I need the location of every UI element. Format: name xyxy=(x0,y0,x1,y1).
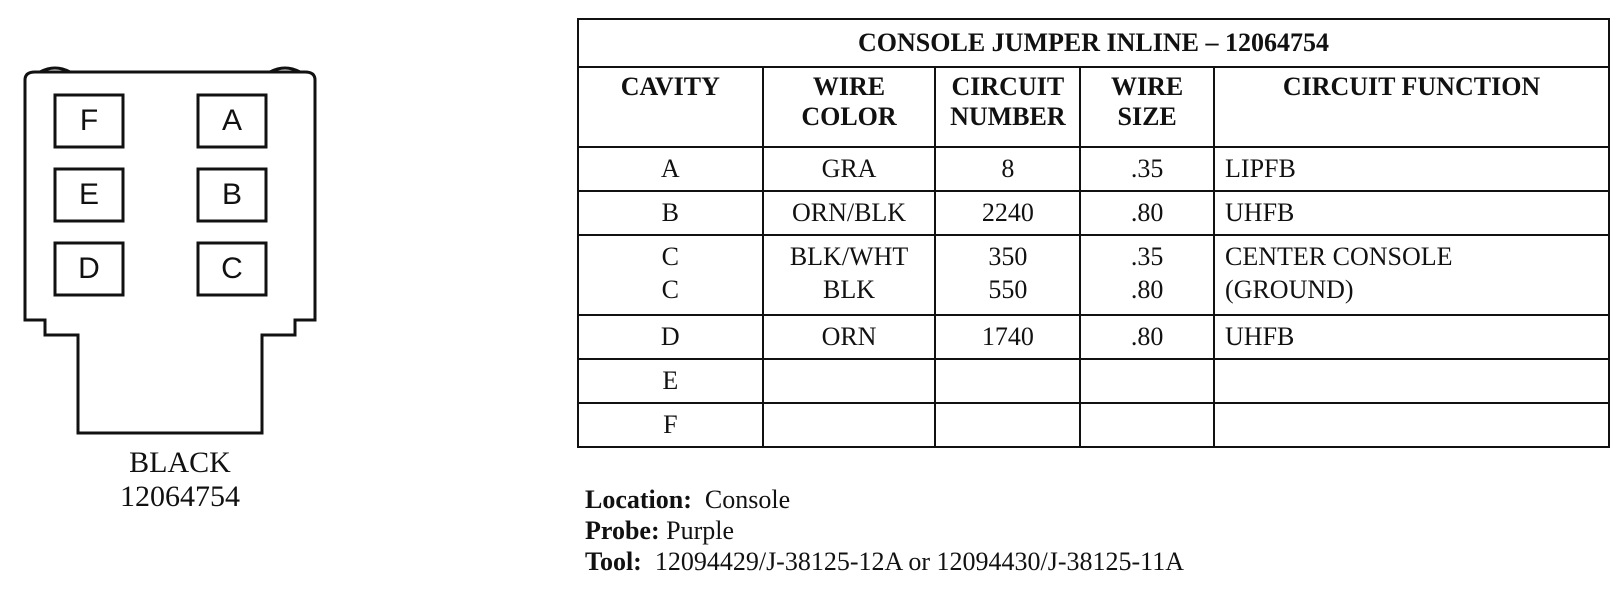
connector-notes xyxy=(585,484,1184,577)
pin-a-label: A xyxy=(221,104,242,137)
connector-outline xyxy=(0,0,560,608)
cell-cavity: F xyxy=(578,403,763,447)
location-label: Location: xyxy=(585,485,692,514)
cell-wire-size: .35 .80 xyxy=(1080,235,1214,315)
cell-circuit-function xyxy=(1214,359,1609,403)
probe-label: Probe: xyxy=(585,516,660,545)
cell-circuit-number: 1740 xyxy=(935,315,1080,359)
table-row-b xyxy=(578,191,1609,235)
header-circuit-function: CIRCUIT FUNCTION xyxy=(1214,67,1609,147)
header-cavity: CAVITY xyxy=(578,67,763,147)
cell-circuit-number: 8 xyxy=(935,147,1080,191)
pinout-table xyxy=(577,18,1610,448)
cell-circuit-function: UHFB xyxy=(1214,191,1609,235)
pin-b-label: B xyxy=(221,178,242,211)
connector-color: BLACK xyxy=(129,446,231,479)
probe-note xyxy=(585,515,1184,546)
table-row-a xyxy=(578,147,1609,191)
cell-circuit-function xyxy=(1214,403,1609,447)
tool-value: 12094429/J-38125-12A or 12094430/J-38125-11A xyxy=(654,547,1184,576)
cell-wire-color xyxy=(763,359,936,403)
cell-wire-color: ORN/BLK xyxy=(763,191,936,235)
cell-circuit-function: UHFB xyxy=(1214,315,1609,359)
cell-wire-size: .35 xyxy=(1080,147,1214,191)
cell-cavity: B xyxy=(578,191,763,235)
pin-f-label: F xyxy=(79,104,99,137)
cell-circuit-function: LIPFB xyxy=(1214,147,1609,191)
table-row-e xyxy=(578,359,1609,403)
cell-cavity: D xyxy=(578,315,763,359)
table-header-row xyxy=(578,67,1609,147)
header-wire-color: WIRE COLOR xyxy=(763,67,936,147)
connector-diagram xyxy=(0,0,560,608)
cell-wire-size xyxy=(1080,359,1214,403)
cell-circuit-number xyxy=(935,359,1080,403)
cell-wire-size xyxy=(1080,403,1214,447)
cell-cavity: A xyxy=(578,147,763,191)
cell-circuit-number: 350 550 xyxy=(935,235,1080,315)
header-wire-size: WIRE SIZE xyxy=(1080,67,1214,147)
cell-cavity: E xyxy=(578,359,763,403)
cell-wire-size: .80 xyxy=(1080,315,1214,359)
cell-wire-color xyxy=(763,403,936,447)
table-row-d xyxy=(578,315,1609,359)
table-row-c xyxy=(578,235,1609,315)
cell-circuit-function: CENTER CONSOLE (GROUND) xyxy=(1214,235,1609,315)
table-row-f xyxy=(578,403,1609,447)
location-note xyxy=(585,484,1184,515)
cell-cavity: C C xyxy=(578,235,763,315)
header-circuit-number: CIRCUIT NUMBER xyxy=(935,67,1080,147)
cell-wire-size: .80 xyxy=(1080,191,1214,235)
pin-d-label: D xyxy=(78,252,100,285)
pin-e-label: E xyxy=(78,178,99,211)
location-value: Console xyxy=(704,485,791,514)
cell-circuit-number: 2240 xyxy=(935,191,1080,235)
cell-wire-color: ORN xyxy=(763,315,936,359)
cell-circuit-number xyxy=(935,403,1080,447)
cell-wire-color: GRA xyxy=(763,147,936,191)
probe-value: Purple xyxy=(666,516,735,545)
cell-wire-color: BLK/WHT BLK xyxy=(763,235,936,315)
connector-part-number: 12064754 xyxy=(120,480,240,513)
tool-note xyxy=(585,546,1184,577)
pin-c-label: C xyxy=(221,252,243,285)
table-title: CONSOLE JUMPER INLINE – 12064754 xyxy=(578,19,1609,67)
tool-label: Tool: xyxy=(585,547,642,576)
